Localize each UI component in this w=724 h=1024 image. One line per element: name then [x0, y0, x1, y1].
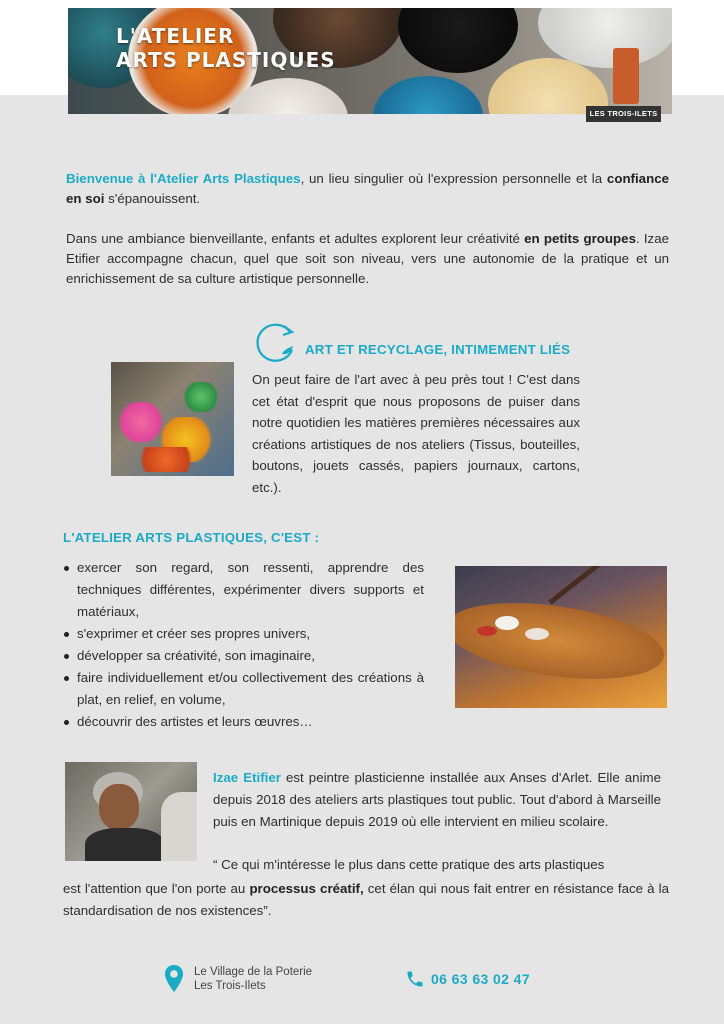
- paint-brush-handle: [613, 48, 639, 104]
- list-item: développer sa créativité, son imaginaire,: [62, 645, 424, 667]
- banner-title-line1: L'ATELIER: [116, 24, 235, 48]
- list-item: faire individuellement et/ou collectivement des créations à plat, en relief, en volume,: [62, 667, 424, 711]
- header-banner-image: [68, 8, 672, 114]
- intro-p1-end: s'épanouissent.: [104, 191, 201, 206]
- recycling-text: On peut faire de l'art avec à peu près tout ! C'est dans cet état d'esprit que nous proposons de puiser dans notre quotidien les matières premières nécessaires aux créations artistiques de nos ateliers (Tissus, bouteilles, boutons, jouets cassés, papiers journaux, cartons, etc.).: [252, 372, 580, 495]
- intro-p1-bold: confiance en soi: [66, 171, 669, 206]
- footer-address-line1: Le Village de la Poterie: [194, 966, 313, 978]
- artist-quote: [63, 878, 669, 922]
- location-pin-icon: [164, 964, 184, 994]
- intro-paragraph-2: [66, 229, 669, 289]
- phone-icon: [405, 969, 425, 989]
- footer-phone[interactable]: 06 63 63 02 47: [431, 971, 531, 987]
- atelier-list: [62, 557, 424, 733]
- intro-welcome-highlight: Bienvenue à l'Atelier Arts Plastiques: [66, 171, 301, 186]
- artist-portrait-photo: [65, 762, 197, 861]
- artist-bio-text: est peintre plasticienne installée aux Anses d'Arlet. Elle anime depuis 2018 des ateliers arts plastiques tout public. Tout d'abord à Marseille puis en Martinique depuis 2019 où elle intervient en milieu scolaire.: [213, 770, 662, 829]
- footer-address: [194, 965, 312, 993]
- artist-quote-bold: processus créatif,: [249, 881, 364, 896]
- palette-brush-photo: [455, 566, 667, 708]
- banner-title: [116, 24, 336, 72]
- intro-paragraph-1: [66, 169, 669, 209]
- list-item: s'exprimer et créer ses propres univers,: [62, 623, 424, 645]
- atelier-heading: L'ATELIER ARTS PLASTIQUES, C'EST :: [63, 530, 320, 545]
- list-item: découvrir des artistes et leurs œuvres…: [62, 711, 424, 733]
- location-badge: LES TROIS-ILETS: [586, 106, 661, 122]
- intro-p2-bold: en petits groupes: [524, 231, 636, 246]
- paint-pot-blue: [373, 76, 483, 114]
- artist-quote-mid: est l'attention que l'on porte au: [63, 881, 250, 896]
- paint-pot-black: [398, 8, 518, 73]
- artist-name: Izae Etifier: [213, 770, 281, 785]
- artist-bio: [213, 767, 661, 833]
- list-item: exercer son regard, son ressenti, apprendre des techniques différentes, expérimenter divers supports et matériaux,: [62, 557, 424, 623]
- intro-p1-text: , un lieu singulier où l'expression personnelle et la: [300, 171, 607, 186]
- artist-quote-end: cet élan qui nous fait entrer en résistance face à la standardisation de nos existences”.: [63, 881, 669, 918]
- artist-quote-start: “ Ce qui m'intéresse le plus dans cette pratique des arts plastiques: [213, 857, 605, 872]
- banner-title-line2: ARTS PLASTIQUES: [116, 48, 336, 72]
- footer-address-line2: Les Trois-Ilets: [194, 980, 266, 992]
- recycle-icon: [252, 320, 298, 364]
- intro-p2-end: . Izae Etifier accompagne chacun, quel que soit son niveau, vers une autonomie de la pratique et un enrichissement de sa culture artistique personnelle.: [66, 231, 669, 286]
- intro-p2-text: Dans une ambiance bienveillante, enfants et adultes explorent leur créativité: [66, 231, 525, 246]
- recycling-crafts-photo: [111, 362, 234, 476]
- recycling-heading: ART ET RECYCLAGE, INTIMEMENT LIÉS: [305, 342, 571, 357]
